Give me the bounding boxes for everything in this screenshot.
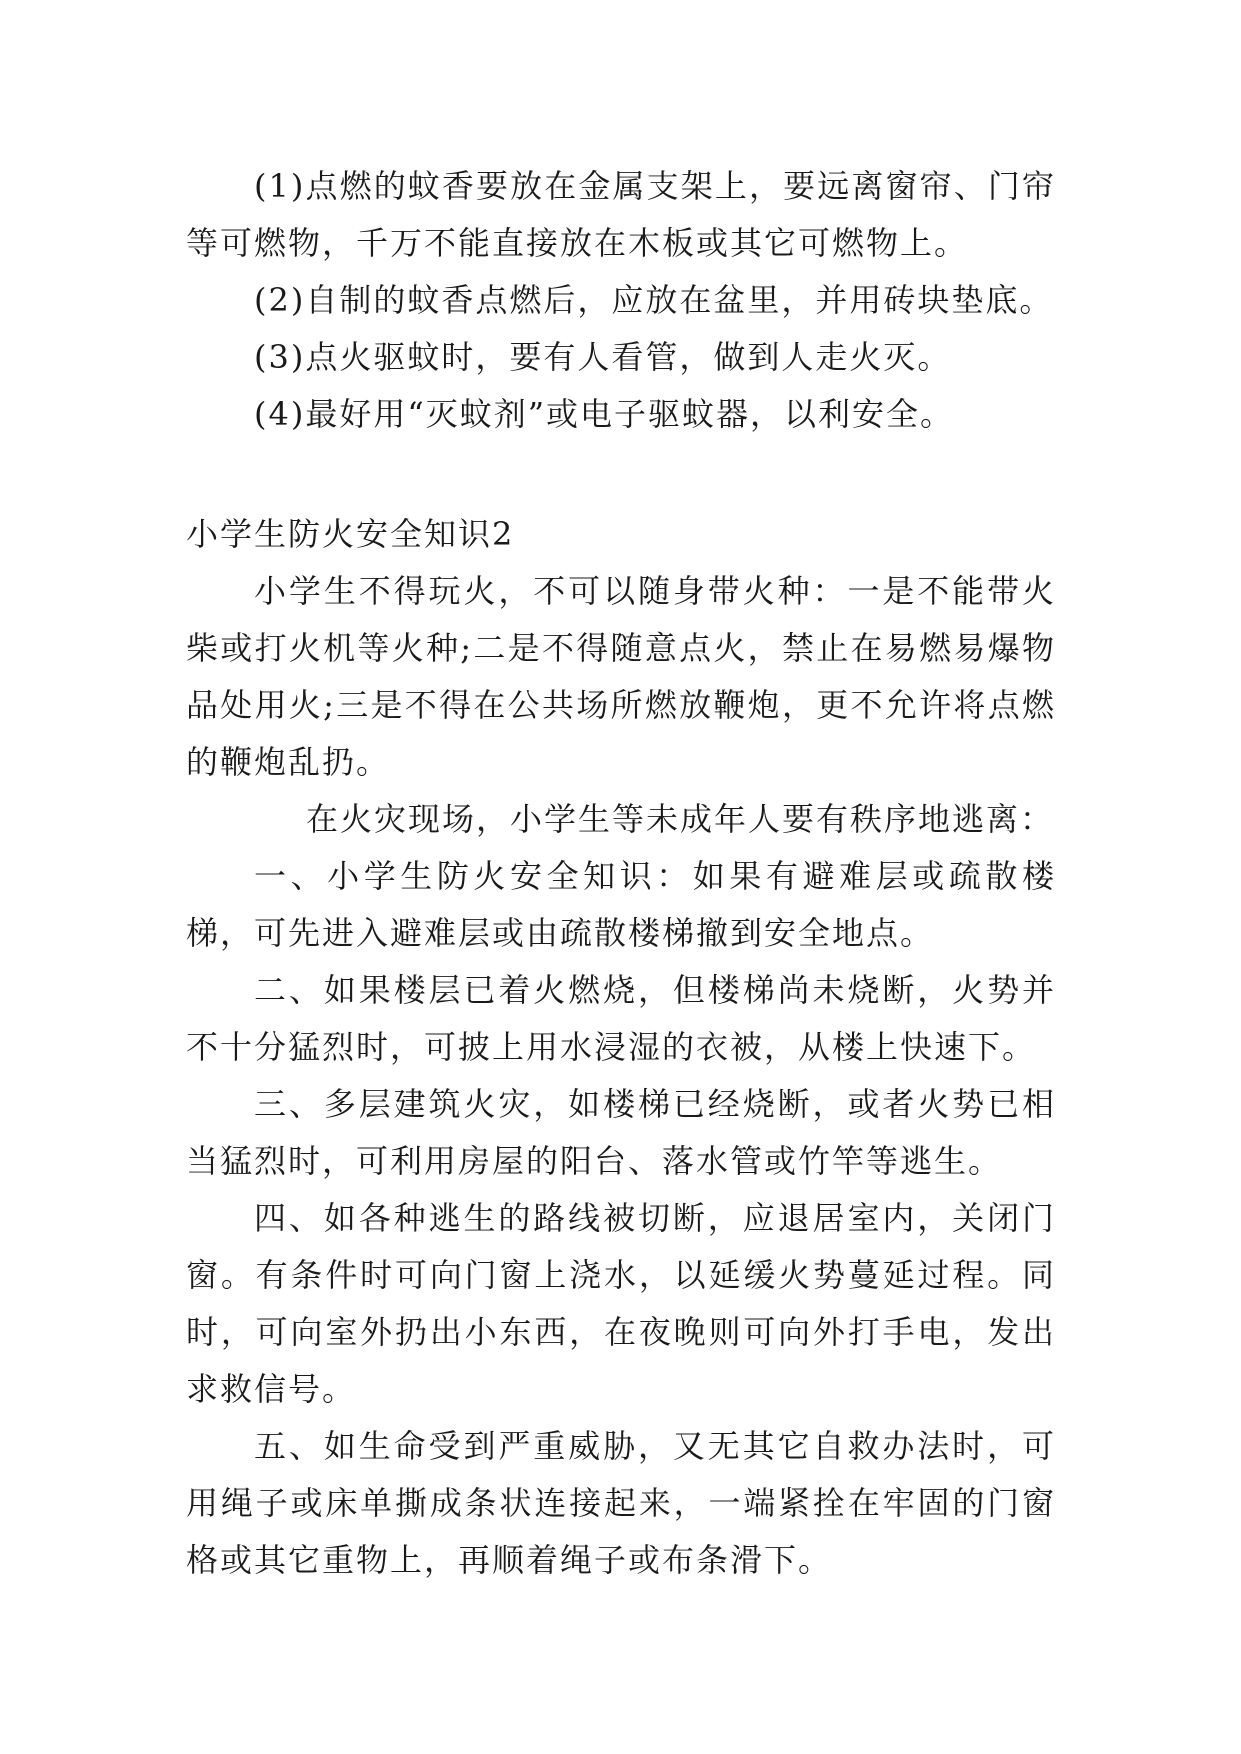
- list-item: (4)最好用“灭蚊剂”或电子驱蚊器，以利安全。: [254, 395, 955, 433]
- list-item: (3)点火驱蚊时，要有人看管，做到人走火灭。: [254, 338, 952, 376]
- section-title: 小学生防火安全知识2: [186, 515, 515, 553]
- document-body: [186, 158, 1056, 1589]
- escape-point: 三、多层建筑火灾，如楼梯已经烧断，或者火势已相当猛烈时，可利用房屋的阳台、落水管或竹竿等逃生。: [186, 1085, 1056, 1180]
- list-item: (2)自制的蚊香点燃后，应放在盆里，并用砖块垫底。: [254, 281, 1054, 319]
- escape-point: 一、小学生防火安全知识：如果有避难层或疏散楼梯，可先进入避难层或由疏散楼梯撤到安全地点。: [186, 857, 1056, 952]
- escape-point: 五、如生命受到严重威胁，又无其它自救办法时，可用绳子或床单撕成条状连接起来，一端紧拴在牢固的门窗格或其它重物上，再顺着绳子或布条滑下。: [186, 1427, 1056, 1579]
- intro-paragraph: 小学生不得玩火，不可以随身带火种：一是不能带火柴或打火机等火种;二是不得随意点火，禁止在易燃易爆物品处用火;三是不得在公共场所燃放鞭炮，更不允许将点燃的鞭炮乱扔。: [186, 572, 1056, 781]
- escape-point: 四、如各种逃生的路线被切断，应退居室内，关闭门窗。有条件时可向门窗上浇水，以延缓火势蔓延过程。同时，可向室外扔出小东西，在夜晚则可向外打手电，发出求救信号。: [186, 1199, 1056, 1408]
- list-item: (1)点燃的蚊香要放在金属支架上，要远离窗帘、门帘等可燃物，千万不能直接放在木板或其它可燃物上。: [186, 167, 1056, 262]
- escape-intro: 在火灾现场，小学生等未成年人要有秩序地逃离：: [306, 800, 1055, 838]
- escape-point: 二、如果楼层已着火燃烧，但楼梯尚未烧断，火势并不十分猛烈时，可披上用水浸湿的衣被，从楼上快速下。: [186, 971, 1056, 1066]
